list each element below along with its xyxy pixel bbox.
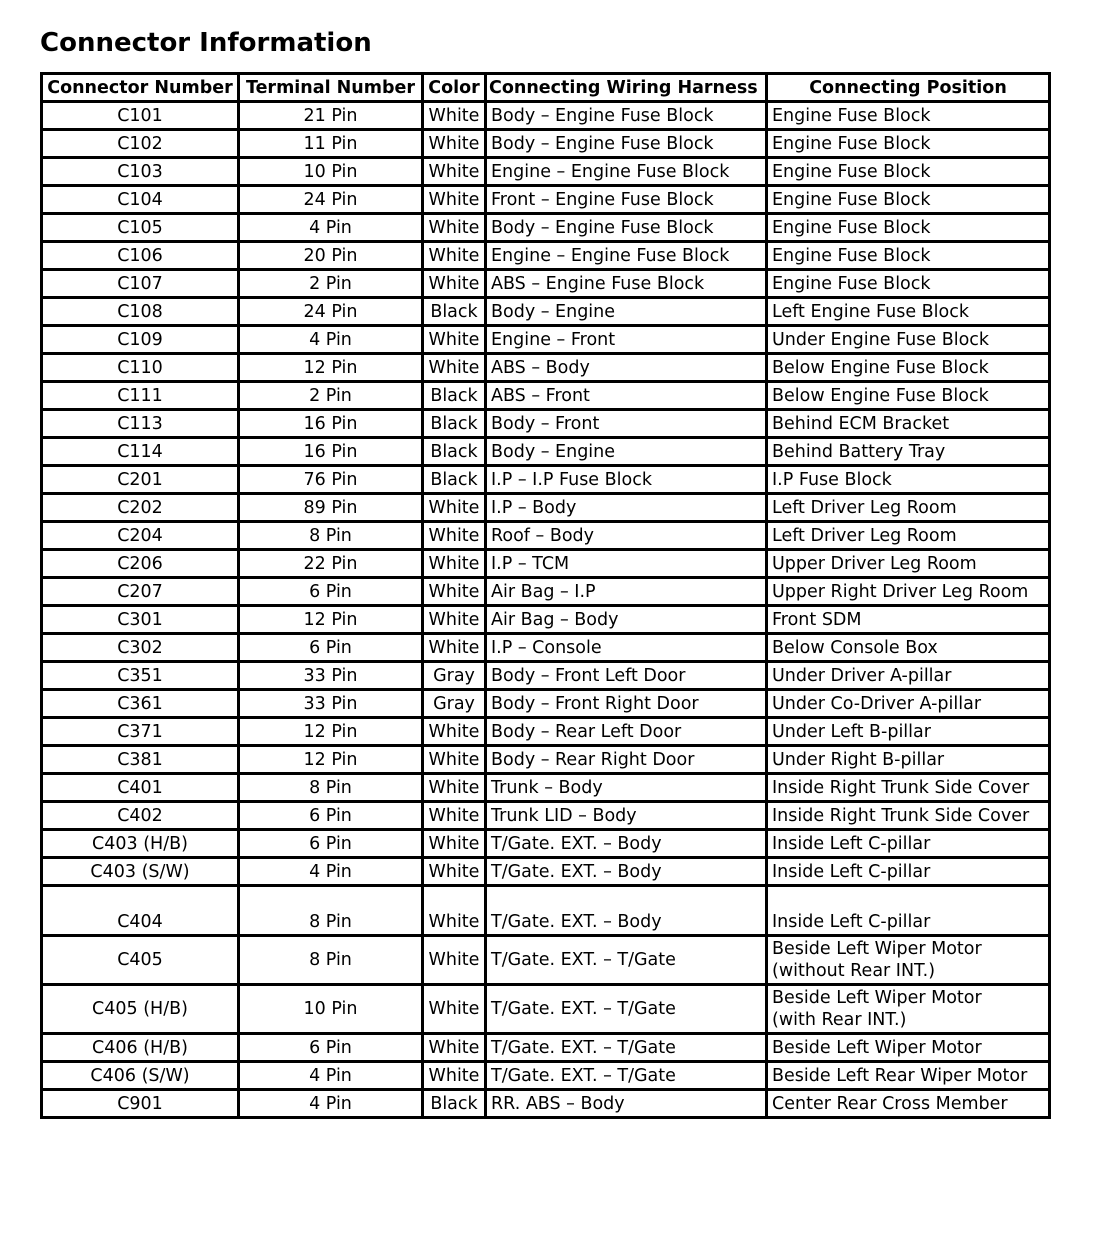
table-row <box>42 1090 1050 1118</box>
cell-connector-number: C206 <box>42 550 239 578</box>
spacer-cell <box>239 886 423 898</box>
table-row <box>42 326 1050 354</box>
cell-connector-number: C381 <box>42 746 239 774</box>
cell-connector-number: C113 <box>42 410 239 438</box>
table-row <box>42 690 1050 718</box>
cell-connecting-position: Inside Right Trunk Side Cover <box>767 802 1050 830</box>
table-row <box>42 158 1050 186</box>
cell-connecting-position: Engine Fuse Block <box>767 214 1050 242</box>
cell-wiring-harness: Body – Engine Fuse Block <box>486 130 767 158</box>
cell-connector-number: C103 <box>42 158 239 186</box>
table-row <box>42 550 1050 578</box>
cell-connector-number: C361 <box>42 690 239 718</box>
cell-connecting-position: Left Driver Leg Room <box>767 494 1050 522</box>
cell-color: White <box>423 985 486 1034</box>
cell-terminal-number: 21 Pin <box>239 102 423 130</box>
cell-connecting-position: Engine Fuse Block <box>767 158 1050 186</box>
cell-wiring-harness: I.P – I.P Fuse Block <box>486 466 767 494</box>
cell-connecting-position: Inside Left C-pillar <box>767 858 1050 886</box>
cell-color: White <box>423 550 486 578</box>
table-row <box>42 410 1050 438</box>
cell-wiring-harness: T/Gate. EXT. – T/Gate <box>486 1062 767 1090</box>
cell-connector-number: C901 <box>42 1090 239 1118</box>
cell-connecting-position <box>767 936 1050 985</box>
position-line-note: (with Rear INT.) <box>772 1010 907 1030</box>
cell-connector-number: C106 <box>42 242 239 270</box>
cell-color: White <box>423 606 486 634</box>
cell-connecting-position: Upper Driver Leg Room <box>767 550 1050 578</box>
cell-connector-number: C110 <box>42 354 239 382</box>
cell-color: White <box>423 158 486 186</box>
cell-terminal-number: 12 Pin <box>239 606 423 634</box>
cell-connector-number: C401 <box>42 774 239 802</box>
cell-wiring-harness: Air Bag – I.P <box>486 578 767 606</box>
cell-wiring-harness: T/Gate. EXT. – T/Gate <box>486 985 767 1034</box>
cell-color: White <box>423 1034 486 1062</box>
cell-wiring-harness: Engine – Engine Fuse Block <box>486 158 767 186</box>
table-row <box>42 522 1050 550</box>
cell-connector-number: C405 <box>42 936 239 985</box>
cell-wiring-harness: I.P – Body <box>486 494 767 522</box>
table-row <box>42 438 1050 466</box>
cell-wiring-harness: I.P – Console <box>486 634 767 662</box>
cell-wiring-harness: Trunk LID – Body <box>486 802 767 830</box>
cell-color: White <box>423 936 486 985</box>
table-row <box>42 382 1050 410</box>
cell-terminal-number: 4 Pin <box>239 326 423 354</box>
cell-wiring-harness: Trunk – Body <box>486 774 767 802</box>
cell-wiring-harness: ABS – Front <box>486 382 767 410</box>
cell-color: White <box>423 130 486 158</box>
cell-color: White <box>423 1062 486 1090</box>
table-row <box>42 897 1050 936</box>
cell-terminal-number: 6 Pin <box>239 634 423 662</box>
cell-connecting-position: Engine Fuse Block <box>767 242 1050 270</box>
header-color: Color <box>423 74 486 102</box>
cell-connector-number: C105 <box>42 214 239 242</box>
cell-color: Black <box>423 466 486 494</box>
header-connecting-position: Connecting Position <box>767 74 1050 102</box>
cell-connecting-position: Beside Left Wiper Motor <box>767 1034 1050 1062</box>
table-row <box>42 298 1050 326</box>
cell-color: White <box>423 522 486 550</box>
cell-color: Black <box>423 1090 486 1118</box>
spacer-cell <box>767 886 1050 898</box>
header-connector-number: Connector Number <box>42 74 239 102</box>
table-row <box>42 354 1050 382</box>
table-row <box>42 186 1050 214</box>
cell-connector-number: C204 <box>42 522 239 550</box>
cell-wiring-harness: Body – Front <box>486 410 767 438</box>
cell-terminal-number: 2 Pin <box>239 270 423 298</box>
cell-color: White <box>423 634 486 662</box>
cell-terminal-number: 10 Pin <box>239 158 423 186</box>
table-row <box>42 746 1050 774</box>
cell-terminal-number: 8 Pin <box>239 897 423 936</box>
cell-terminal-number: 16 Pin <box>239 438 423 466</box>
cell-terminal-number: 33 Pin <box>239 690 423 718</box>
cell-connecting-position: Inside Right Trunk Side Cover <box>767 774 1050 802</box>
cell-wiring-harness: Body – Engine Fuse Block <box>486 214 767 242</box>
table-spacer-row <box>42 886 1050 898</box>
cell-color: Black <box>423 438 486 466</box>
cell-wiring-harness: T/Gate. EXT. – T/Gate <box>486 1034 767 1062</box>
cell-connecting-position: Under Driver A-pillar <box>767 662 1050 690</box>
table-row <box>42 985 1050 1034</box>
cell-connecting-position: Engine Fuse Block <box>767 186 1050 214</box>
cell-color: White <box>423 578 486 606</box>
cell-wiring-harness: Air Bag – Body <box>486 606 767 634</box>
cell-connector-number: C102 <box>42 130 239 158</box>
cell-terminal-number: 4 Pin <box>239 214 423 242</box>
cell-wiring-harness: Body – Rear Left Door <box>486 718 767 746</box>
cell-connecting-position: I.P Fuse Block <box>767 466 1050 494</box>
cell-color: Black <box>423 298 486 326</box>
cell-connector-number: C404 <box>42 897 239 936</box>
cell-connecting-position: Engine Fuse Block <box>767 130 1050 158</box>
position-line: Beside Left Wiper Motor <box>772 988 982 1008</box>
cell-connecting-position: Below Engine Fuse Block <box>767 354 1050 382</box>
table-row <box>42 130 1050 158</box>
cell-terminal-number: 8 Pin <box>239 774 423 802</box>
cell-connector-number: C107 <box>42 270 239 298</box>
cell-color: White <box>423 774 486 802</box>
cell-terminal-number: 6 Pin <box>239 830 423 858</box>
cell-connecting-position: Left Driver Leg Room <box>767 522 1050 550</box>
cell-color: White <box>423 830 486 858</box>
table-row <box>42 214 1050 242</box>
cell-color: White <box>423 214 486 242</box>
table-row <box>42 936 1050 985</box>
cell-connector-number: C207 <box>42 578 239 606</box>
cell-terminal-number: 16 Pin <box>239 410 423 438</box>
cell-connector-number: C111 <box>42 382 239 410</box>
table-row <box>42 102 1050 130</box>
cell-connecting-position: Left Engine Fuse Block <box>767 298 1050 326</box>
cell-connecting-position: Under Left B-pillar <box>767 718 1050 746</box>
cell-color: White <box>423 858 486 886</box>
cell-connector-number: C101 <box>42 102 239 130</box>
cell-terminal-number: 4 Pin <box>239 1090 423 1118</box>
cell-wiring-harness: Body – Engine <box>486 298 767 326</box>
cell-connecting-position: Inside Left C-pillar <box>767 830 1050 858</box>
cell-color: Black <box>423 410 486 438</box>
cell-color: White <box>423 746 486 774</box>
cell-wiring-harness: T/Gate. EXT. – T/Gate <box>486 936 767 985</box>
cell-wiring-harness: T/Gate. EXT. – Body <box>486 830 767 858</box>
cell-connector-number: C302 <box>42 634 239 662</box>
cell-connector-number: C406 (H/B) <box>42 1034 239 1062</box>
cell-connector-number: C108 <box>42 298 239 326</box>
position-line: Beside Left Wiper Motor <box>772 939 982 959</box>
cell-connecting-position: Front SDM <box>767 606 1050 634</box>
cell-connector-number: C202 <box>42 494 239 522</box>
cell-connector-number: C109 <box>42 326 239 354</box>
cell-wiring-harness: I.P – TCM <box>486 550 767 578</box>
cell-terminal-number: 24 Pin <box>239 186 423 214</box>
cell-wiring-harness: ABS – Body <box>486 354 767 382</box>
cell-terminal-number: 12 Pin <box>239 718 423 746</box>
cell-connector-number: C403 (S/W) <box>42 858 239 886</box>
cell-color: Black <box>423 382 486 410</box>
table-row <box>42 494 1050 522</box>
cell-color: White <box>423 242 486 270</box>
cell-terminal-number: 20 Pin <box>239 242 423 270</box>
cell-wiring-harness: Body – Front Right Door <box>486 690 767 718</box>
cell-color: White <box>423 186 486 214</box>
cell-wiring-harness: T/Gate. EXT. – Body <box>486 897 767 936</box>
cell-terminal-number: 6 Pin <box>239 578 423 606</box>
cell-wiring-harness: Body – Rear Right Door <box>486 746 767 774</box>
cell-color: White <box>423 802 486 830</box>
cell-connector-number: C201 <box>42 466 239 494</box>
cell-connector-number: C114 <box>42 438 239 466</box>
cell-terminal-number: 76 Pin <box>239 466 423 494</box>
cell-connector-number: C406 (S/W) <box>42 1062 239 1090</box>
cell-terminal-number: 4 Pin <box>239 1062 423 1090</box>
table-row <box>42 802 1050 830</box>
cell-terminal-number: 8 Pin <box>239 522 423 550</box>
cell-terminal-number: 12 Pin <box>239 746 423 774</box>
cell-connector-number: C301 <box>42 606 239 634</box>
cell-terminal-number: 12 Pin <box>239 354 423 382</box>
cell-connecting-position <box>767 985 1050 1034</box>
cell-connector-number: C371 <box>42 718 239 746</box>
cell-terminal-number: 8 Pin <box>239 936 423 985</box>
table-row <box>42 1034 1050 1062</box>
spacer-cell <box>423 886 486 898</box>
table-header-row <box>42 74 1050 102</box>
table-row <box>42 830 1050 858</box>
cell-terminal-number: 89 Pin <box>239 494 423 522</box>
cell-terminal-number: 10 Pin <box>239 985 423 1034</box>
cell-color: Gray <box>423 662 486 690</box>
cell-wiring-harness: ABS – Engine Fuse Block <box>486 270 767 298</box>
cell-color: Gray <box>423 690 486 718</box>
cell-wiring-harness: Engine – Front <box>486 326 767 354</box>
cell-connecting-position: Under Right B-pillar <box>767 746 1050 774</box>
cell-connector-number: C104 <box>42 186 239 214</box>
cell-color: White <box>423 494 486 522</box>
cell-terminal-number: 11 Pin <box>239 130 423 158</box>
header-connecting-wiring-harness: Connecting Wiring Harness <box>486 74 767 102</box>
cell-wiring-harness: Engine – Engine Fuse Block <box>486 242 767 270</box>
cell-connector-number: C405 (H/B) <box>42 985 239 1034</box>
table-row <box>42 270 1050 298</box>
table-row <box>42 242 1050 270</box>
cell-connector-number: C403 (H/B) <box>42 830 239 858</box>
cell-connector-number: C351 <box>42 662 239 690</box>
table-row <box>42 1062 1050 1090</box>
table-row <box>42 634 1050 662</box>
cell-connecting-position: Below Engine Fuse Block <box>767 382 1050 410</box>
connector-table <box>40 72 1051 1119</box>
cell-connecting-position: Behind ECM Bracket <box>767 410 1050 438</box>
table-row <box>42 606 1050 634</box>
table-row <box>42 718 1050 746</box>
table-row <box>42 578 1050 606</box>
cell-terminal-number: 4 Pin <box>239 858 423 886</box>
cell-color: White <box>423 897 486 936</box>
cell-connecting-position: Engine Fuse Block <box>767 270 1050 298</box>
table-row <box>42 858 1050 886</box>
cell-connecting-position: Under Engine Fuse Block <box>767 326 1050 354</box>
cell-connecting-position: Below Console Box <box>767 634 1050 662</box>
cell-connector-number: C402 <box>42 802 239 830</box>
cell-color: White <box>423 102 486 130</box>
cell-wiring-harness: Body – Front Left Door <box>486 662 767 690</box>
cell-connecting-position: Center Rear Cross Member <box>767 1090 1050 1118</box>
table-row <box>42 774 1050 802</box>
cell-connecting-position: Under Co-Driver A-pillar <box>767 690 1050 718</box>
cell-terminal-number: 6 Pin <box>239 1034 423 1062</box>
header-terminal-number: Terminal Number <box>239 74 423 102</box>
cell-color: White <box>423 354 486 382</box>
cell-wiring-harness: Body – Engine Fuse Block <box>486 102 767 130</box>
cell-terminal-number: 6 Pin <box>239 802 423 830</box>
cell-connecting-position: Upper Right Driver Leg Room <box>767 578 1050 606</box>
cell-connecting-position: Beside Left Rear Wiper Motor <box>767 1062 1050 1090</box>
cell-color: White <box>423 718 486 746</box>
spacer-cell <box>486 886 767 898</box>
cell-wiring-harness: Body – Engine <box>486 438 767 466</box>
cell-connecting-position: Inside Left C-pillar <box>767 897 1050 936</box>
cell-terminal-number: 33 Pin <box>239 662 423 690</box>
cell-wiring-harness: T/Gate. EXT. – Body <box>486 858 767 886</box>
spacer-cell <box>42 886 239 898</box>
cell-terminal-number: 22 Pin <box>239 550 423 578</box>
table-row <box>42 662 1050 690</box>
cell-color: White <box>423 326 486 354</box>
cell-wiring-harness: RR. ABS – Body <box>486 1090 767 1118</box>
table-row <box>42 466 1050 494</box>
cell-connecting-position: Behind Battery Tray <box>767 438 1050 466</box>
cell-color: White <box>423 270 486 298</box>
cell-terminal-number: 24 Pin <box>239 298 423 326</box>
position-line-note: (without Rear INT.) <box>772 961 936 981</box>
cell-connecting-position: Engine Fuse Block <box>767 102 1050 130</box>
cell-terminal-number: 2 Pin <box>239 382 423 410</box>
cell-wiring-harness: Roof – Body <box>486 522 767 550</box>
page-title: Connector Information <box>40 28 372 58</box>
cell-wiring-harness: Front – Engine Fuse Block <box>486 186 767 214</box>
